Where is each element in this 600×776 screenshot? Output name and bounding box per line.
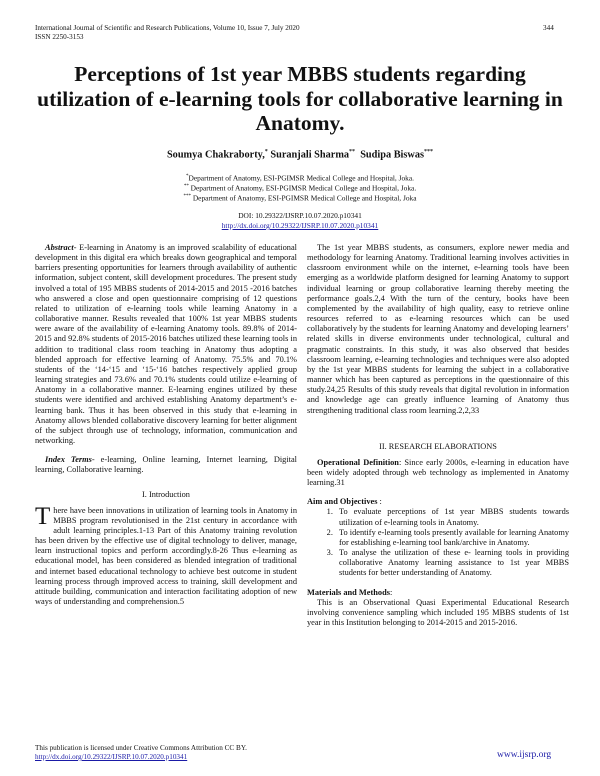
author-mark: *** [424, 149, 434, 155]
author-name: Suranjali Sharma [270, 149, 350, 161]
methods-heading: Materials and Methods: [307, 587, 393, 597]
abstract-text: E-learning in Anatomy is an improved scalability of educational development in this digital era which breaks down geographical and temporal barriers presenting opportunities for learners through availability of authentic information, subject content, skill development procedures. The present study involved a total of 195 MBBS students of 2014-2015 and 2015 -2016 batches who answered a close and open questionnaire comprising of 12 questions related to utilization of e-learning tools while learning Anatomy in a collaborative manner. Results revealed that 100% 1st year MBBS students were aware of the availability of e-learning Anatomy tools. 89.8% of 2014-2015 and 92.8% students of 2015-2016 batches utilized these learning tools in addition to traditional class room teaching in Anatomy thus adopting a blended approach for effective learning of Anatomy. 75.5% and 70.1% students of the ‘14-‘15 and ‘15-‘16 batches respectively applied group learning strategies and 73.6% and 70.1% students could utilize e-learning of Anatomy in a collaborative manner. E-learning engines utilized by these students were identified and archived establishing Anatomy department’s e-learning bank. Thus it has been observed in this study that e-learning in Anatomy allows blended collaborative discovery learning for better alignment of the subject through use of technology, information, communication and networking. [35, 243, 297, 445]
research-heading: II. RESEARCH ELABORATIONS [379, 441, 497, 451]
right-intro: The 1st year MBBS students, as consumers, explore newer media and methodology for learning Anatomy. Traditional learning involves activities in classroom environment while on the internet, e-learning tools have been emerging as a worldwide platform designed for learning Anatomy to support individual learning or group collaborative learning thereby meeting the performance goals.2,4 With the turn of the century, books have been complemented by the availability of high quality, easy to retrieve online resources referred to as e-learning resources which can be used collaboratively by the students for learning Anatomy and developing learners’ related skills in diverse environments under technological, cultural and pragmatic constraints. In this study, it was also observed that besides classroom learning, e-learning technologies and techniques were also adopted by the 1st year MBBS students for learning the subject in a collaborative manner which has been captured as perceptions in the questionnaire of this study.24,25 Results of this study reveals that digital revolution in information and knowledge age can greatly influence learning of Anatomy thus strengthening traditional class room learning.2,2,33 [307, 243, 569, 415]
methods-text: This is an Observational Quasi Experimental Educational Research involving convenience sampling which included 195 MBBS students of 1st year in this Institution belonging to 2014-2015 and 2015-2016. [307, 597, 569, 627]
left-column [35, 243, 297, 607]
abstract-label: Abstract- [45, 243, 77, 252]
op-def-label: Operational Definition [317, 457, 399, 467]
doi-label: DOI: 10.29322/IJSRP.10.07.2020.p10341 [238, 211, 362, 220]
doi-link[interactable]: http://dx.doi.org/10.29322/IJSRP.10.07.2020.p10341 [221, 221, 379, 230]
operational-definition: Operational Definition: Since early 2000s, e-learning in education have been widely adopted through web technology as implemented in Anatomy learning.31 [307, 457, 569, 488]
introduction-text: There have been innovations in utilization of learning tools in Anatomy in MBBS program revolutionised in the 21st century in accordance with adult learning principles.1-13 Part of this Anatomy training revolution has been driven by the effective use of digital technology to deliver, manage, learn instructional topics and perform accordingly.8-26 Thus e-learning as educational model, has been considered as blended integration of traditional and internet based educational technology to achieve best outcome in student learning process through improved access to training, skill development and attitude building, communication and interaction facilitating adoption of new ways of understanding and comprehension.5 [35, 502, 297, 606]
affiliation: *Department of Anatomy, ESI-PGIMSR Medical College and Hospital, Joka. [185, 173, 414, 183]
right-column [307, 243, 569, 628]
affiliation: ** Department of Anatomy, ESI-PGIMSR Medical College and Hospital, Joka. [183, 183, 417, 193]
journal-header: International Journal of Scientific and Research Publications, Volume 10, Issue 7, July 2020 [35, 24, 300, 32]
aims-heading: Aim and Objectives : [307, 497, 382, 507]
objective-item: 3. To analyse the utilization of these e- learning tools in providing collaborative Anatomy learning assistance to 1st year MBBS students for better understanding of Anatomy. [335, 548, 569, 578]
author-mark: * [264, 149, 268, 155]
abstract [35, 243, 297, 446]
index-terms [35, 455, 297, 475]
license-text: This publication is licensed under Creative Commons Attribution CC BY. [35, 744, 247, 752]
author-line [0, 149, 600, 160]
index-terms-text: - e-learning, Online learning, Internet learning, Digital learning, Collaborative learning. [35, 455, 298, 475]
affiliation: *** Department of Anatomy, ESI-PGIMSR Medical College and Hospital, Joka [183, 193, 417, 203]
objective-item: 1. To evaluate perceptions of 1st year MBBS students towards utilization of e-learning tools in Anatomy. [335, 507, 569, 527]
author-name: Sudipa Biswas [360, 149, 425, 161]
page-number: 344 [543, 24, 554, 32]
author-mark: ** [349, 149, 356, 155]
author-name: Soumya Chakraborty, [166, 149, 265, 161]
dropcap: T [35, 502, 51, 530]
index-terms-label: Index Terms [45, 455, 92, 465]
issn: ISSN 2250-3153 [35, 33, 84, 41]
paper-title: Perceptions of 1st year MBBS students regarding utilization of e-learning tools for collaborative learning in Anatomy. [37, 62, 563, 135]
objective-item: 2. To identify e-learning tools presently available for learning Anatomy for establishing e-learning tool bank/archive in Anatomy. [335, 528, 569, 548]
objectives-list [307, 507, 569, 578]
introduction-heading: I. Introduction [142, 490, 190, 500]
footer-doi-link[interactable]: http://dx.doi.org/10.29322/IJSRP.10.07.2020.p10341 [35, 753, 188, 761]
site-link[interactable]: www.ijsrp.org [497, 750, 552, 760]
